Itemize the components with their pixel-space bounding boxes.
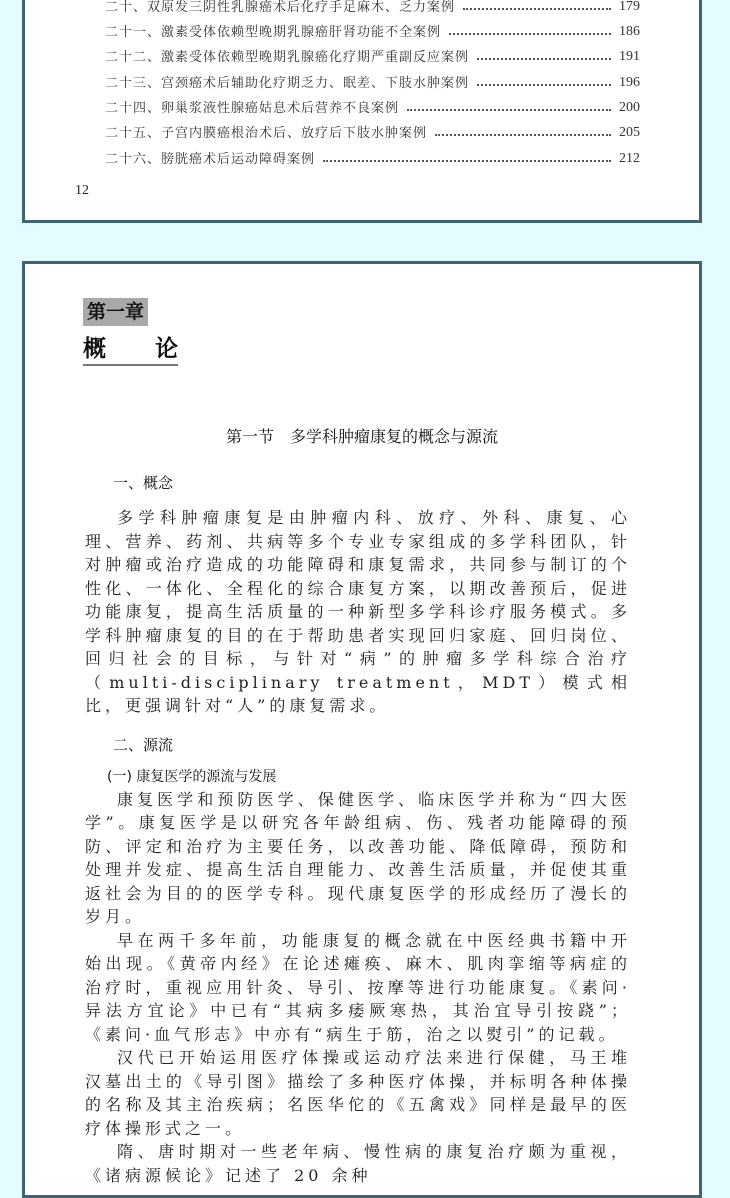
toc-item[interactable]	[105, 18, 640, 40]
paragraph-3: 汉代已开始运用医疗体操或运动疗法来进行保健，马王堆汉墓出土的《导引图》描绘了多种医疗体操，并标明各种体操的名称及其主治疾病；名医华佗的《五禽戏》同样是最早的医疗体操形式之一。	[85, 1048, 631, 1138]
toc-leader	[449, 33, 611, 35]
chapter-title-char: 论	[155, 336, 178, 362]
section-title: 第一节 多学科肿瘤康复的概念与源流	[225, 427, 498, 446]
heading-concept: 一、概念	[113, 474, 174, 492]
toc-page-number: 200	[619, 100, 640, 115]
toc-page	[22, 0, 702, 223]
toc-page-number: 196	[619, 75, 640, 90]
subheading-rehab-history: (一) 康复医学的源流与发展	[107, 768, 277, 785]
chapter-title	[83, 334, 178, 366]
paragraph-concept: 多学科肿瘤康复是由肿瘤内科、放疗、外科、康复、心理、营养、药剂、共病等多个专业专家组成的多学科团队，针对肿瘤或治疗造成的功能障碍和康复需求，共同参与制订的个性化、一体化、全程化的综合康复方案，以期改善预后，促进功能康复，提高生活质量的一种新型多学科诊疗服务模式。多学科肿瘤康复的目的在于帮助患者实现回归家庭、回归岗位、回归社会的目标，与针对“病”的肿瘤多学科综合治疗（multi-disciplinary treatment，MDT）模式相比，更强调针对“人”的康复需求。	[85, 508, 631, 715]
toc-title: 二十一、激素受体依赖型晚期乳腺癌肝肾功能不全案例	[105, 25, 442, 40]
toc-item[interactable]	[105, 145, 640, 167]
toc-title: 二十五、子宫内膜癌根治术后、放疗后下肢水肿案例	[105, 126, 428, 141]
toc-item[interactable]	[105, 119, 640, 141]
toc-leader	[323, 160, 611, 162]
toc-title: 二十三、宫颈癌术后辅助化疗期乏力、眠差、下肢水肿案例	[105, 76, 470, 91]
toc-title: 二十二、激素受体依赖型晚期乳腺癌化疗期严重副反应案例	[105, 50, 470, 65]
toc-page-number: 179	[619, 0, 640, 14]
paragraph-2: 早在两千多年前，功能康复的概念就在中医经典书籍中开始出现。《黄帝内经》在论述瘫痪、麻木、肌肉挛缩等病症的治疗时，重视应用针灸、导引、按摩等进行功能康复。《素问·异法方宜论》中已有“其病多痿厥寒热，其治宜导引按跷”；《素问·血气形志》中亦有“病生于筋，治之以熨引”的记载。	[85, 930, 631, 1044]
toc-title: 二十、双原发三阴性乳腺癌术后化疗手足麻木、乏力案例	[105, 0, 456, 15]
toc-leader	[463, 8, 611, 10]
toc-title: 二十四、卵巢浆液性腺癌姑息术后营养不良案例	[105, 101, 400, 116]
toc-page-number: 191	[619, 49, 640, 64]
chapter-title-char: 概	[83, 336, 106, 362]
toc-leader	[477, 84, 611, 86]
paragraph-1: 康复医学和预防医学、保健医学、临床医学并称为“四大医学”。康复医学是以研究各年龄组病、伤、残者功能障碍的预防、评定和治疗为主要任务，以改善功能、降低障碍，预防和处理并发症、提高生活自理能力、改善生活质量，并促使其重返社会为目的的医学专科。现代康复医学的形成经历了漫长的岁月。	[85, 789, 631, 926]
toc-item[interactable]	[105, 43, 640, 65]
chapter-label: 第一章	[83, 298, 148, 326]
toc-page-number: 205	[619, 125, 640, 140]
toc-page-number: 212	[619, 151, 640, 166]
page-number: 12	[75, 183, 89, 198]
toc-leader	[407, 109, 611, 111]
toc-leader	[477, 58, 611, 60]
toc-item[interactable]	[105, 0, 640, 15]
heading-origin: 二、源流	[113, 735, 174, 754]
toc-leader	[435, 134, 611, 136]
toc-page-number: 186	[619, 24, 640, 39]
chapter-page	[22, 261, 702, 1198]
toc-title: 二十六、膀胱癌术后运动障碍案例	[105, 152, 316, 167]
toc-item[interactable]	[105, 94, 640, 116]
toc-item[interactable]	[105, 69, 640, 91]
paragraph-4: 隋、唐时期对一些老年病、慢性病的康复治疗颇为重视，《诸病源候论》记述了 20 余种	[85, 1142, 631, 1185]
